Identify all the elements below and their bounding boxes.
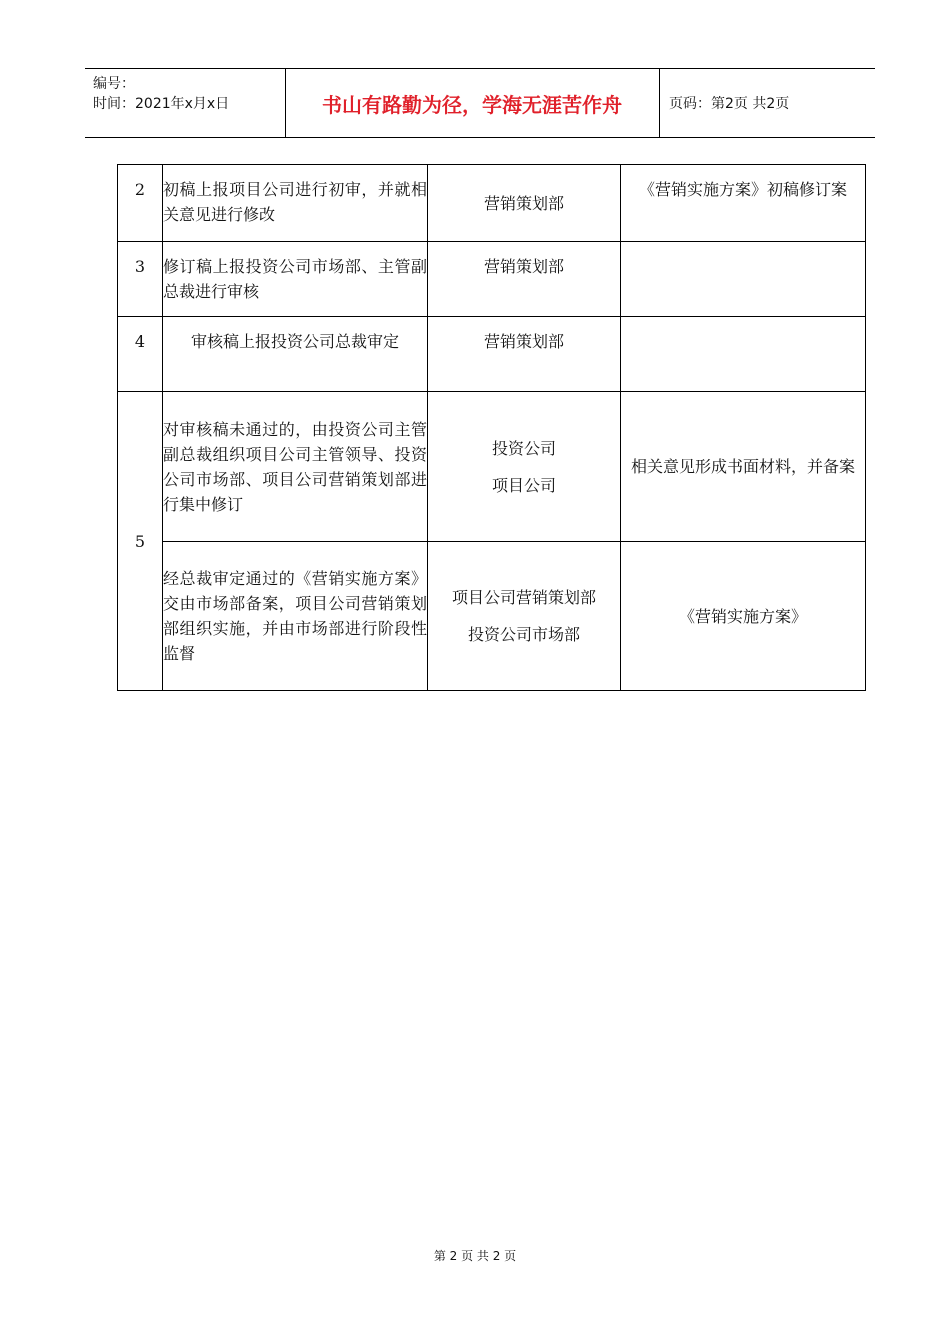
step-description: 修订稿上报投资公司市场部、主管副总裁进行审核 <box>163 242 428 317</box>
page-header <box>85 68 875 138</box>
step-description: 经总裁审定通过的《营销实施方案》交由市场部备案，项目公司营销策划部组织实施，并由市场部进行阶段性监督 <box>163 542 428 691</box>
step-description: 初稿上报项目公司进行初审，并就相关意见进行修改 <box>163 165 428 242</box>
step-output <box>621 317 866 392</box>
header-page-label: 页码：第2页 共2页 <box>669 96 790 112</box>
department-name: 项目公司营销策划部 <box>451 588 596 607</box>
step-number: 3 <box>118 242 163 317</box>
table-row <box>118 165 866 242</box>
process-table <box>117 164 866 691</box>
step-description: 审核稿上报投资公司总裁审定 <box>163 317 428 392</box>
table-row <box>118 317 866 392</box>
header-meta <box>85 69 286 137</box>
department-name: 投资公司 <box>491 438 556 458</box>
step-output <box>621 242 866 317</box>
page-footer: 第 2 页 共 2 页 <box>433 1249 517 1263</box>
step-output: 《营销实施方案》 <box>621 542 866 691</box>
header-motto: 书山有路勤为径，学海无涯苦作舟 <box>285 69 660 137</box>
step-department: 营销策划部 <box>428 317 621 392</box>
department-name: 投资公司市场部 <box>467 625 580 644</box>
step-department <box>428 542 621 691</box>
step-output: 《营销实施方案》初稿修订案 <box>621 165 866 242</box>
step-number: 5 <box>118 392 163 691</box>
department-name: 项目公司 <box>491 475 556 495</box>
step-description: 对审核稿未通过的，由投资公司主管副总裁组织项目公司主管领导、投资公司市场部、项目公司营销策划部进行集中修订 <box>163 392 428 542</box>
table-row <box>118 542 866 691</box>
step-department: 营销策划部 <box>428 165 621 242</box>
step-department <box>428 392 621 542</box>
step-number: 2 <box>118 165 163 242</box>
step-number: 4 <box>118 317 163 392</box>
step-department: 营销策划部 <box>428 242 621 317</box>
table-row <box>118 392 866 542</box>
step-output: 相关意见形成书面材料，并备案 <box>621 392 866 542</box>
doc-code-label: 编号： <box>93 76 135 92</box>
table-row <box>118 242 866 317</box>
doc-time-label: 时间：2021年x月x日 <box>93 96 230 112</box>
